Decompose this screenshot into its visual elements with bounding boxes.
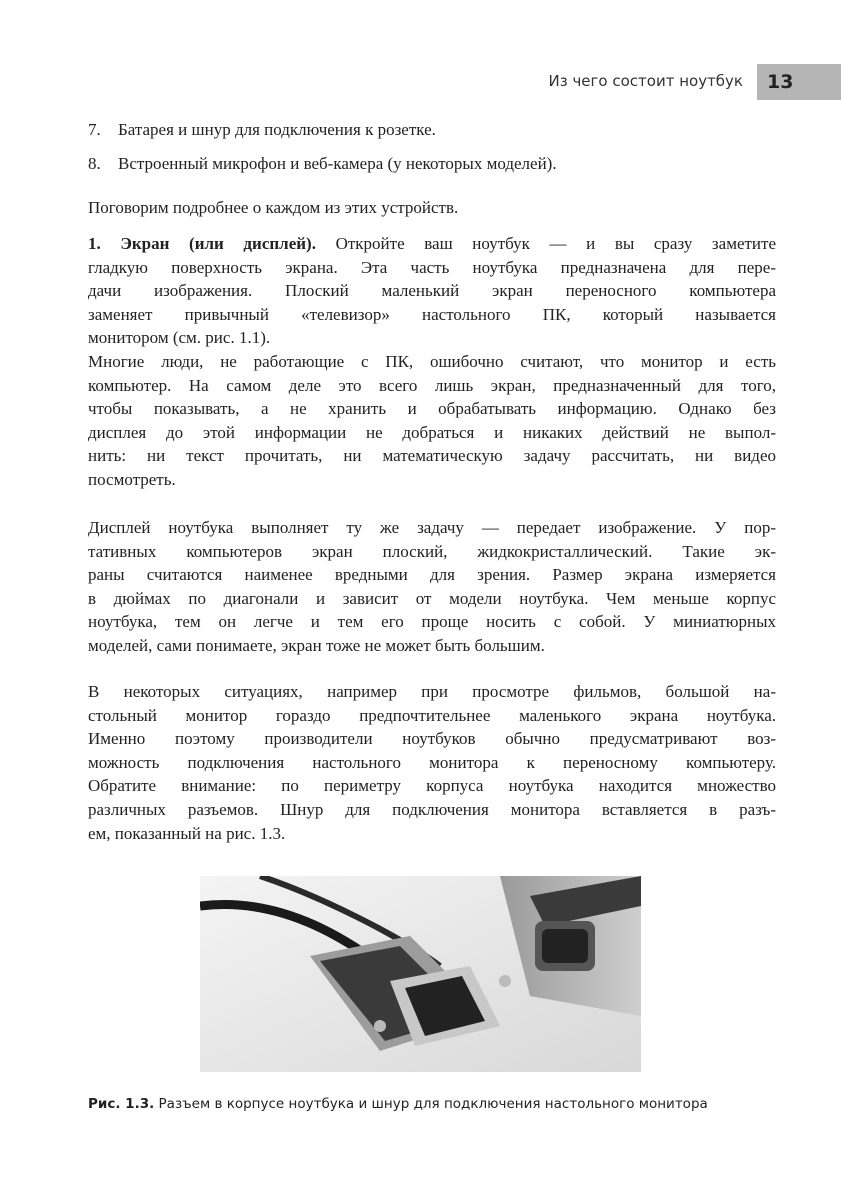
paragraph	[88, 680, 776, 845]
line-text: нить: ни текст прочитать, ни математическую задачу рассчитать, ни видео	[88, 446, 776, 466]
text-line	[88, 751, 776, 775]
line-text: заменяет привычный «телевизор» настольного ПК, который называется	[88, 304, 776, 324]
text-line	[88, 397, 776, 421]
list-number: 7.	[88, 120, 101, 139]
line-text: компьютер. На самом деле это всего лишь экран, предназначенный для того,	[88, 375, 776, 395]
line-text: Откройте ваш ноутбук — и вы сразу заметите	[335, 234, 777, 253]
section-heading: 1. Экран (или дисплей).	[88, 234, 316, 253]
text-line	[88, 798, 776, 822]
paragraph	[88, 350, 776, 492]
paragraph	[88, 232, 776, 350]
text-line	[88, 468, 776, 492]
line-text: раны считаются наименее вредными для зрения. Размер экрана измеряется	[88, 565, 776, 585]
line-text: Обратите внимание: по периметру корпуса ноутбука находится множество	[88, 776, 776, 796]
figure-caption-text: Разъем в корпусе ноутбука и шнур для подключения настольного монитора	[158, 1096, 708, 1112]
page-number: 13	[757, 64, 841, 100]
intro-text: Поговорим подробнее о каждом из этих устройств.	[88, 198, 459, 217]
text-line	[88, 256, 776, 280]
list-text: Встроенный микрофон и веб-камера (у некоторых моделей).	[118, 154, 557, 173]
line-text: дачи изображения. Плоский маленький экран переносного компьютера	[88, 281, 776, 301]
line-text: стольный монитор гораздо предпочтительнее маленького экрана ноутбука.	[88, 705, 776, 725]
line-text: Многие люди, не работающие с ПК, ошибочно считают, что монитор и есть	[88, 352, 776, 371]
paragraph	[88, 516, 776, 658]
list-item	[88, 154, 557, 174]
line-text: гладкую поверхность экрана. Эта часть ноутбука предназначена для пере-	[88, 257, 776, 277]
list-number: 8.	[88, 154, 101, 173]
figure-caption	[88, 1096, 708, 1112]
text-line	[88, 303, 776, 327]
line-text: посмотреть.	[88, 469, 176, 489]
list-text: Батарея и шнур для подключения к розетке.	[118, 120, 436, 139]
text-line	[88, 822, 776, 846]
text-line	[88, 727, 776, 751]
line-text: дисплея до этой информации не добраться и никаких действий не выпол-	[88, 422, 776, 442]
line-text: ноутбука, тем он легче и тем его проще носить с собой. У миниатюрных	[88, 612, 776, 632]
text-line	[88, 563, 776, 587]
line-text: моделей, сами понимаете, экран тоже не может быть большим.	[88, 635, 545, 655]
text-line	[88, 232, 776, 256]
text-line	[88, 444, 776, 468]
list-item	[88, 120, 436, 140]
running-header: Из чего состоит ноутбук	[548, 72, 743, 90]
text-line	[88, 680, 776, 704]
text-line	[88, 516, 776, 540]
line-text: В некоторых ситуациях, например при просмотре фильмов, большой на-	[88, 682, 776, 701]
line-text: ем, показанный на рис. 1.3.	[88, 823, 286, 843]
line-text: монитором (см. рис. 1.1).	[88, 328, 271, 348]
line-text: в дюймах по диагонали и зависит от модели ноутбука. Чем меньше корпус	[88, 588, 776, 608]
text-line	[88, 279, 776, 303]
line-text: различных разъемов. Шнур для подключения монитора вставляется в разъ-	[88, 799, 776, 819]
text-line	[88, 634, 776, 658]
figure-label: Рис. 1.3.	[88, 1096, 155, 1112]
text-line	[88, 610, 776, 634]
text-line	[88, 704, 776, 728]
line-text: можность подключения настольного монитора к переносному компьютеру.	[88, 752, 776, 772]
text-line	[88, 540, 776, 564]
text-line	[88, 421, 776, 445]
line-text: чтобы показывать, а не хранить и обрабатывать информацию. Однако без	[88, 399, 776, 419]
text-line	[88, 774, 776, 798]
text-line	[88, 374, 776, 398]
line-text: Именно поэтому производители ноутбуков обычно предусматривают воз-	[88, 729, 776, 749]
vga-connector-photo	[200, 876, 641, 1072]
text-line	[88, 326, 776, 350]
text-line	[88, 350, 776, 374]
line-text: тативных компьютеров экран плоский, жидкокристаллический. Такие эк-	[88, 541, 776, 561]
line-text: Дисплей ноутбука выполняет ту же задачу — передает изображение. У пор-	[88, 518, 776, 537]
text-line	[88, 587, 776, 611]
